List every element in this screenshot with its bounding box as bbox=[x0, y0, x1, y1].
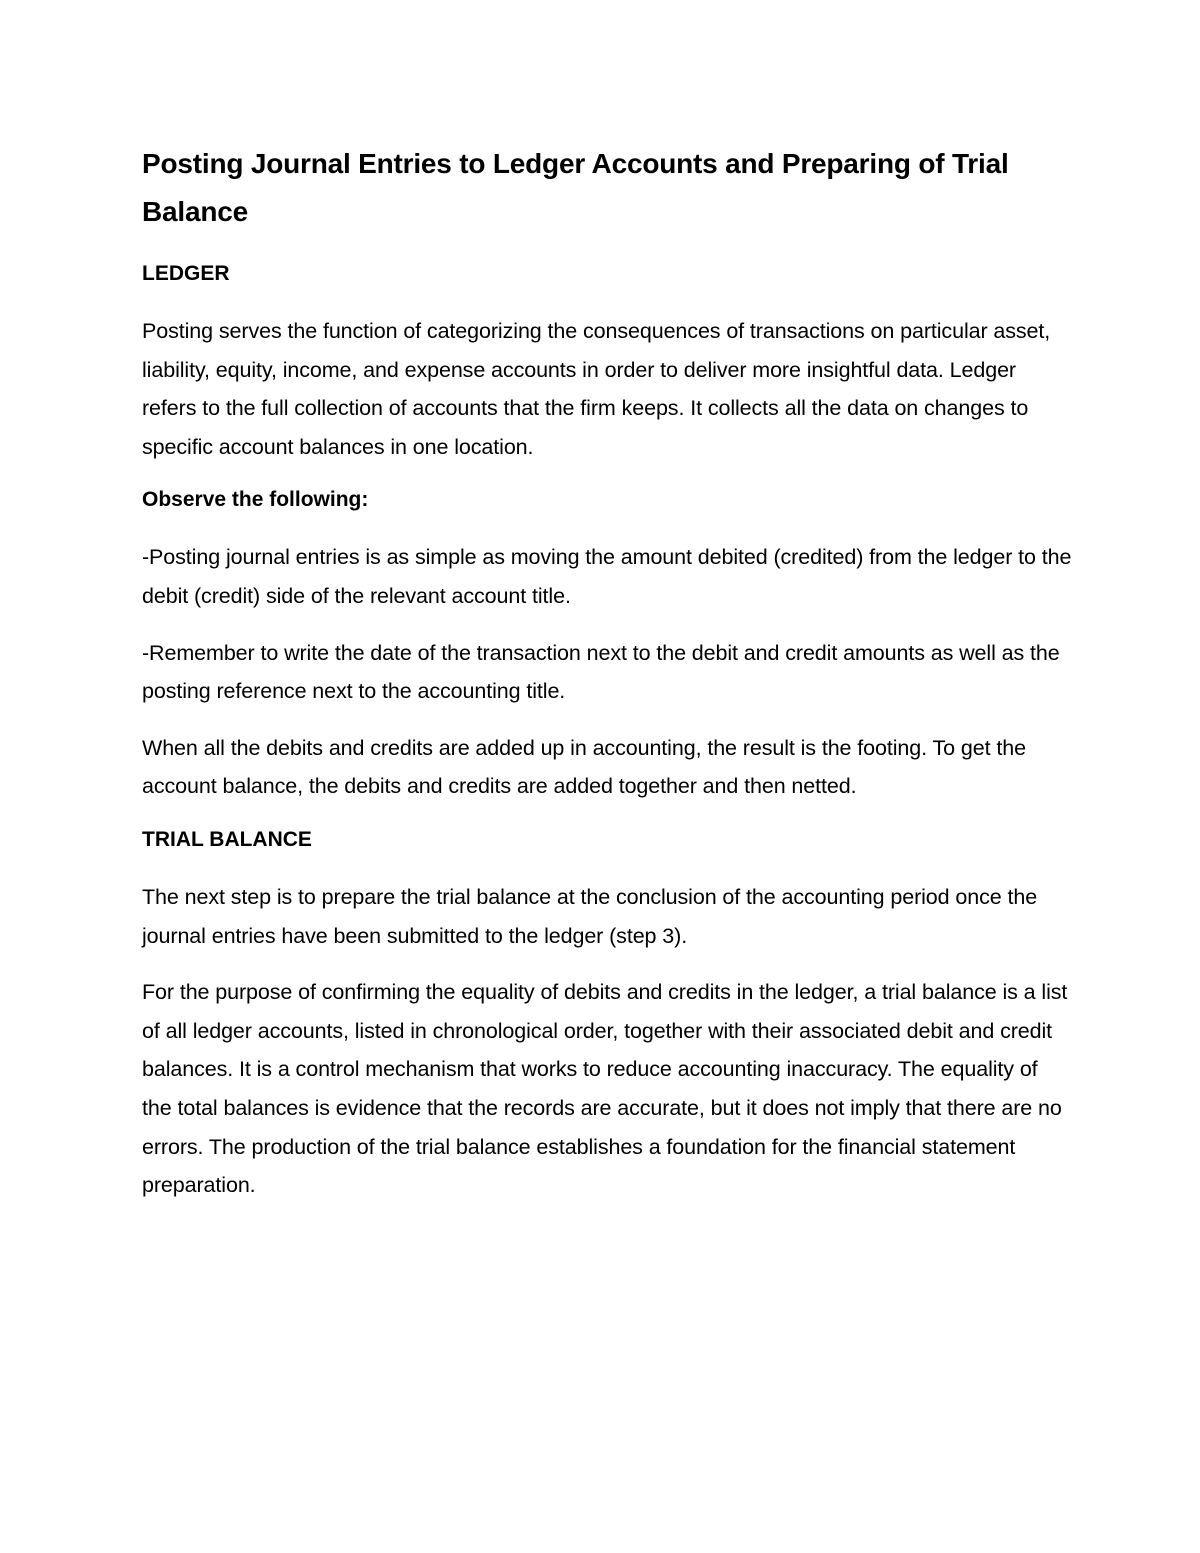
trial-balance-paragraph-2: For the purpose of confirming the equality of debits and credits in the ledger, a trial balance is a list of all ledger accounts, listed in chronological order, together with their associated debit and credit balances. It is a control mechanism that works to reduce accounting inaccuracy. The equality of the total balances is evidence that the records are accurate, but it does not imply that there are no errors. The production of the trial balance establishes a foundation for the financial statement preparation. bbox=[142, 980, 1068, 1198]
observe-item-2: -Remember to write the date of the transaction next to the debit and credit amounts as well as the posting reference next to the accounting title. bbox=[142, 640, 1060, 704]
ledger-paragraph: Posting serves the function of categorizing the consequences of transactions on particular asset, liability, equity, income, and expense accounts in order to deliver more insightful data. Ledger refers to the full collection of accounts that the firm keeps. It collects all the data on changes to specific account balances in one location. bbox=[142, 319, 1051, 459]
ledger-heading: LEDGER bbox=[142, 262, 230, 285]
trial-balance-paragraph-1: The next step is to prepare the trial balance at the conclusion of the accounting period once the journal entries have been submitted to the ledger (step 3). bbox=[142, 884, 1038, 948]
document-title: Posting Journal Entries to Ledger Accounts and Preparing of Trial Balance bbox=[142, 148, 1009, 227]
document-page bbox=[142, 140, 1072, 1223]
observe-heading: Observe the following: bbox=[142, 488, 369, 512]
observe-item-1: -Posting journal entries is as simple as moving the amount debited (credited) from the ledger to the debit (credit) side of the relevant account title. bbox=[142, 545, 1072, 608]
footing-paragraph: When all the debits and credits are added up in accounting, the result is the footing. To get the account balance, the debits and credits are added together and then netted. bbox=[142, 735, 1026, 799]
trial-balance-heading: TRIAL BALANCE bbox=[142, 827, 312, 851]
